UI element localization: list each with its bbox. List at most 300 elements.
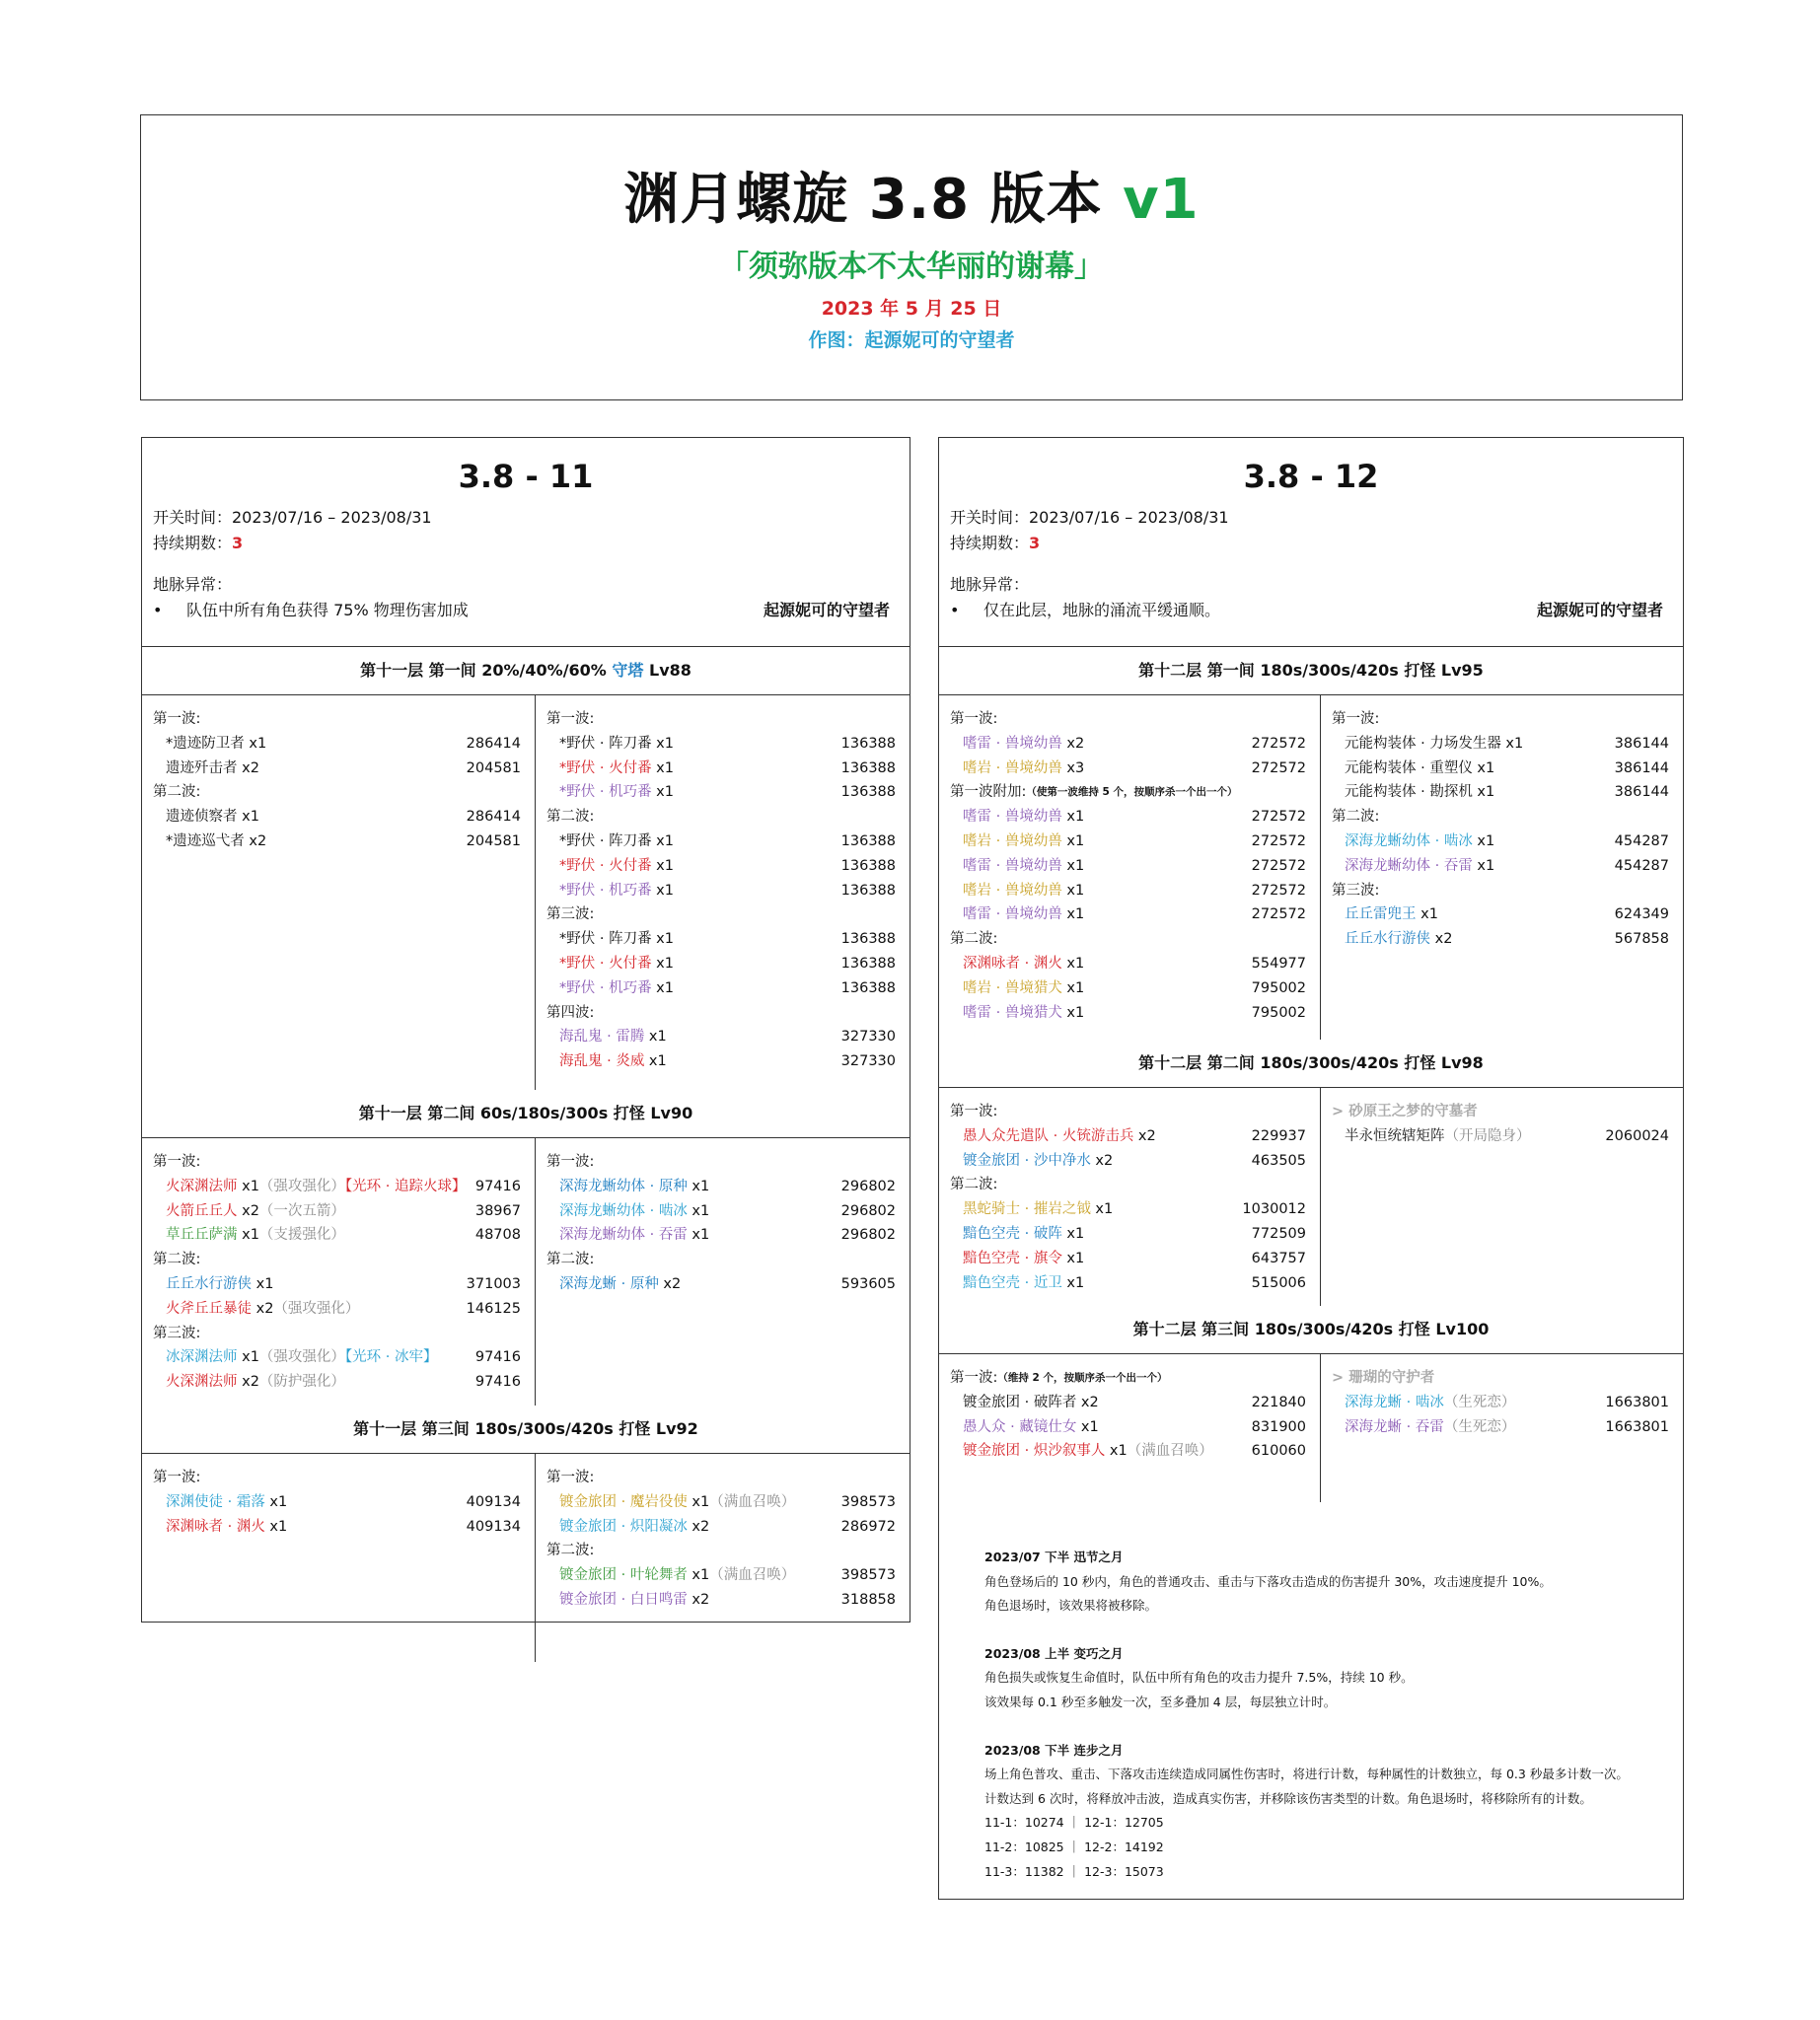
enemy-count: x1	[1472, 857, 1495, 874]
enemy-name	[546, 732, 674, 757]
enemy-label: 深海龙蜥 · 原种	[559, 1275, 659, 1292]
wave-label	[1332, 805, 1672, 830]
enemy-count: x1	[1061, 882, 1085, 899]
ley-item: • 仅在此层，地脉的涌流平缓通顺。	[950, 601, 1221, 619]
enemy-name	[1332, 1415, 1515, 1440]
enemy-name	[546, 927, 674, 952]
enemy-row	[153, 1175, 524, 1199]
enemy-hp: 1663801	[1605, 1418, 1669, 1435]
enemy-row	[153, 1515, 524, 1540]
enemy-count: x1	[1061, 1004, 1085, 1021]
enemy-note: （强攻强化）	[258, 1178, 345, 1194]
enemy-hp: 296802	[840, 1227, 896, 1244]
category-text: > 珊瑚的守护者	[1332, 1370, 1435, 1386]
wave-label	[1332, 879, 1672, 903]
enemy-hp: 327330	[840, 1053, 896, 1070]
wave-text: 第二波:	[153, 1252, 201, 1268]
enemy-hp: 371003	[466, 1275, 521, 1292]
enemy-row	[950, 879, 1309, 903]
chamber-title: 第十二层 第二间 180s/300s/420s 打怪 Lv98	[1138, 1053, 1484, 1072]
enemy-label: 火深渊法师	[166, 1178, 238, 1194]
enemy-row	[950, 1415, 1309, 1440]
enemy-row	[546, 927, 899, 952]
enemy-name	[950, 1197, 1113, 1222]
enemy-row	[153, 1199, 524, 1224]
enemy-row	[1332, 830, 1672, 854]
wave-label	[153, 1322, 524, 1346]
enemy-hp: 272572	[1251, 857, 1306, 874]
enemy-label: 嗜雷 · 兽境幼兽	[963, 809, 1062, 826]
enemy-count: x1	[1090, 1201, 1114, 1218]
enemy-hp: 136388	[840, 955, 896, 972]
wave-label	[950, 1100, 1309, 1124]
ley-label: 地脉异常：	[950, 575, 1030, 594]
enemy-hp: 229937	[1251, 1127, 1306, 1144]
enemy-note: （满血召唤）	[709, 1567, 796, 1584]
enemy-name	[950, 1391, 1099, 1415]
enemy-hp: 398573	[840, 1493, 896, 1510]
chamber-title: 第十一层 第二间 60s/180s/300s 打怪 Lv90	[358, 1104, 693, 1122]
spacer	[984, 1715, 1683, 1739]
enemy-label: 丘丘水行游侠	[1345, 931, 1430, 948]
blessing-line: 计数达到 6 次时，将释放冲击波，造成真实伤害，并移除该伤害类型的计数。角色退场时，将移除所有的计数。	[984, 1790, 1592, 1806]
wave-label	[153, 780, 524, 805]
floor-12-panel	[938, 437, 1684, 1900]
enemy-name	[153, 1345, 438, 1370]
enemy-label: *野伏 · 火付番	[559, 759, 652, 776]
wave-text: 第二波:	[1332, 809, 1380, 826]
enemy-hp: 136388	[840, 882, 896, 899]
enemy-note: （满血召唤）	[709, 1493, 796, 1510]
wave-text: 第一波:	[950, 711, 998, 727]
enemy-count: x1	[1500, 735, 1524, 752]
category-label	[1332, 1366, 1672, 1391]
wave-label	[153, 1150, 524, 1175]
blessing-line: 11-2：10825 ｜ 12-2：14192	[984, 1839, 1164, 1854]
enemy-row	[1332, 927, 1672, 952]
wave-label	[153, 1466, 524, 1490]
enemy-count: x1	[651, 931, 674, 948]
enemy-count: x1	[1472, 832, 1495, 849]
enemy-hp: 386144	[1614, 735, 1669, 752]
wave-label	[950, 927, 1309, 952]
duration-line: 持续期数：3	[153, 534, 244, 552]
enemy-name	[546, 1272, 681, 1297]
enemy-hp: 296802	[840, 1178, 896, 1194]
subtitle: 「须弥版本不太华丽的谢幕」	[719, 250, 1104, 284]
enemy-count: x2	[687, 1591, 710, 1608]
enemy-name	[546, 879, 674, 903]
enemy-count: x2	[237, 1202, 259, 1219]
enemy-label: 遗迹侦察者	[166, 809, 238, 826]
enemy-hp: 567858	[1614, 931, 1669, 948]
enemy-count: x1	[1061, 832, 1085, 849]
enemy-name	[546, 1199, 709, 1224]
enemy-label: 丘丘雷兜王	[1345, 906, 1417, 923]
enemy-name	[950, 1271, 1084, 1296]
enemy-name	[546, 854, 674, 879]
wave-text: 第一波:	[1332, 711, 1380, 727]
category-label	[1332, 1100, 1672, 1124]
enemy-hp: 386144	[1614, 759, 1669, 776]
floor-11-panel	[141, 437, 910, 1623]
enemy-row	[950, 1391, 1309, 1415]
open-time: 开关时间：2023/07/16 – 2023/08/31	[950, 508, 1229, 527]
chamber-body	[142, 1454, 910, 1662]
chamber-body	[939, 1088, 1683, 1306]
enemy-hp: 454287	[1614, 832, 1669, 849]
enemy-row	[1332, 902, 1672, 927]
enemy-hp: 1030012	[1242, 1201, 1306, 1218]
enemy-count: x1	[651, 979, 674, 996]
enemy-count: x1	[237, 1178, 259, 1194]
wave-text: 第二波:	[153, 784, 201, 801]
enemy-hp: 318858	[840, 1591, 896, 1608]
wave-label	[1332, 707, 1672, 732]
enemy-name	[1332, 927, 1452, 952]
enemy-label: 丘丘水行游侠	[166, 1275, 252, 1292]
enemy-name	[153, 830, 266, 854]
enemy-label: 冰深渊法师	[166, 1349, 238, 1366]
enemy-label: 嗜雷 · 兽境幼兽	[963, 906, 1062, 923]
enemy-row	[950, 854, 1309, 879]
enemy-count: x2	[252, 1300, 274, 1317]
wave-text: 第二波:	[546, 1543, 595, 1559]
enemy-count: x1	[237, 1349, 259, 1366]
enemy-hp: 624349	[1614, 906, 1669, 923]
chamber-header	[939, 1306, 1683, 1354]
enemy-label: 愚人众先遣队 · 火铳游击兵	[963, 1127, 1134, 1144]
enemy-row	[950, 830, 1309, 854]
enemy-name	[153, 1223, 345, 1248]
enemy-row	[950, 902, 1309, 927]
enemy-name	[1332, 780, 1494, 805]
enemy-count: x1	[1061, 979, 1085, 996]
blessing-title: 2023/07 下半 迅节之月	[984, 1550, 1124, 1564]
enemy-label: 深海龙蜥幼体 · 原种	[559, 1178, 688, 1194]
enemy-name	[1332, 830, 1494, 854]
blessing-line: 场上角色普攻、重击、下落攻击连续造成同属性伤害时，将进行计数，每种属性的计数独立，每 0.3 秒最多计数一次。	[984, 1767, 1629, 1782]
enemy-count: x2	[658, 1275, 682, 1292]
enemy-name	[153, 1370, 345, 1395]
enemy-label: *野伏 · 阵刀番	[559, 735, 652, 752]
enemy-count: x1	[264, 1518, 288, 1535]
enemy-name	[546, 1025, 667, 1049]
enemy-name	[950, 732, 1084, 757]
enemy-hp: 296802	[840, 1202, 896, 1219]
enemy-hp: 286972	[840, 1518, 896, 1535]
enemy-label: *野伏 · 阵刀番	[559, 832, 652, 849]
enemy-hp: 97416	[474, 1349, 521, 1366]
enemy-label: 嗜岩 · 兽境幼兽	[963, 832, 1062, 849]
wave-label	[546, 902, 899, 927]
enemy-label: *野伏 · 阵刀番	[559, 931, 652, 948]
duration-line: 持续期数：3	[950, 534, 1041, 552]
enemy-hp: 97416	[474, 1374, 521, 1391]
enemy-row	[1332, 1391, 1672, 1415]
wave-text: 第三波:	[1332, 882, 1380, 899]
enemy-row	[546, 780, 899, 805]
chamber-list	[939, 646, 1683, 1502]
blessing-title: 2023/08 上半 变巧之月	[984, 1645, 1124, 1661]
enemy-label: 半永恒统辖矩阵	[1345, 1127, 1445, 1144]
enemy-count: x2	[237, 1374, 259, 1391]
enemy-label: 深渊使徒 · 霜落	[166, 1493, 265, 1510]
enemy-note: （开局隐身）	[1444, 1127, 1531, 1144]
enemy-label: 深海龙蜥幼体 · 吞雷	[1345, 857, 1473, 874]
enemy-label: 深海龙蜥幼体 · 吞雷	[559, 1227, 688, 1244]
enemy-label: 嗜岩 · 兽境猎犬	[963, 979, 1062, 996]
enemy-label: 黯色空壳 · 旗令	[963, 1250, 1062, 1266]
enemy-name	[950, 854, 1084, 879]
enemy-count: x2	[1061, 735, 1085, 752]
enemy-hp: 272572	[1251, 906, 1306, 923]
chamber-title: 第十一层 第三间 180s/300s/420s 打怪 Lv92	[353, 1419, 698, 1438]
chamber-body	[142, 1138, 910, 1406]
left-half	[142, 1454, 535, 1662]
wave-text: 第一波:	[546, 711, 595, 727]
enemy-name	[950, 1001, 1084, 1026]
enemy-count: x2	[1430, 931, 1453, 948]
enemy-name	[153, 805, 259, 830]
enemy-hp: 204581	[466, 759, 521, 776]
enemy-count: x1	[237, 809, 259, 826]
chamber-header	[939, 646, 1683, 695]
wave-note: （使第一波维持 5 个，按顺序杀一个出一个）	[1026, 786, 1238, 799]
chamber-mode-tag: 守塔	[612, 661, 644, 680]
enemy-count: x1	[1061, 1225, 1085, 1242]
enemy-name	[950, 1439, 1213, 1464]
enemy-row	[153, 830, 524, 854]
left-half	[142, 1138, 535, 1406]
enemy-count: x1	[1416, 906, 1438, 923]
chamber-header	[142, 646, 910, 695]
wave-text: 第四波:	[546, 1004, 595, 1021]
enemy-row	[546, 1272, 899, 1297]
left-half	[939, 1088, 1320, 1306]
signature: 起源妮可的守望者	[763, 601, 890, 619]
enemy-hp: 409134	[466, 1493, 521, 1510]
enemy-hp: 136388	[840, 784, 896, 801]
right-half	[535, 1138, 910, 1406]
enemy-row	[1332, 1124, 1672, 1149]
enemy-hp: 386144	[1614, 784, 1669, 801]
enemy-hp: 146125	[466, 1300, 521, 1317]
enemy-label: 深渊咏者 · 渊火	[963, 955, 1062, 972]
enemy-count: x1	[651, 735, 674, 752]
enemy-name	[546, 1588, 709, 1613]
enemy-hp: 772509	[1251, 1225, 1306, 1242]
blessing-list	[939, 1502, 1683, 1884]
enemy-name	[1332, 757, 1494, 781]
enemy-hp: 1663801	[1605, 1394, 1669, 1410]
enemy-name	[153, 1490, 287, 1515]
chamber-title: 第十二层 第三间 180s/300s/420s 打怪 Lv100	[1132, 1320, 1490, 1338]
wave-label	[153, 707, 524, 732]
header-panel	[140, 114, 1683, 400]
enemy-name	[1332, 732, 1523, 757]
page-title: 渊月螺旋 3.8 版本 v1	[623, 168, 1200, 232]
enemy-count: x1	[1061, 1274, 1085, 1291]
enemy-name	[153, 1297, 359, 1322]
enemy-label: 镀金旅团 · 白日鸣雷	[559, 1591, 688, 1608]
enemy-note: （生死恋）	[1443, 1394, 1516, 1410]
enemy-name	[1332, 1391, 1515, 1415]
enemy-row	[1332, 757, 1672, 781]
enemy-row	[546, 1049, 899, 1074]
enemy-note: （一次五箭）	[258, 1202, 345, 1219]
enemy-hp: 272572	[1251, 882, 1306, 899]
enemy-label: 嗜雷 · 兽境幼兽	[963, 857, 1062, 874]
enemy-row	[1332, 780, 1672, 805]
wave-note: （维持 2 个，按顺序杀一个出一个）	[997, 1372, 1168, 1384]
enemy-label: 嗜雷 · 兽境幼兽	[963, 735, 1062, 752]
enemy-name	[546, 780, 674, 805]
enemy-name	[950, 830, 1084, 854]
enemy-name	[950, 1415, 1099, 1440]
enemy-label: 海乱鬼 · 炎威	[559, 1053, 645, 1070]
wave-label	[546, 1150, 899, 1175]
enemy-name	[546, 1490, 795, 1515]
enemy-name	[1332, 1124, 1531, 1149]
enemy-label: 草丘丘萨满	[166, 1227, 238, 1244]
enemy-hp: 286414	[466, 809, 521, 826]
enemy-row	[153, 805, 524, 830]
enemy-row	[546, 1563, 899, 1588]
enemy-row	[153, 1345, 524, 1370]
enemy-name	[1332, 902, 1438, 927]
enemy-count: x1	[687, 1493, 710, 1510]
enemy-label: *野伏 · 火付番	[559, 955, 652, 972]
enemy-label: 愚人众 · 藏镜仕女	[963, 1418, 1077, 1435]
right-half	[1320, 1354, 1683, 1502]
enemy-row	[950, 1149, 1309, 1174]
enemy-hp: 454287	[1614, 857, 1669, 874]
wave-text: 第一波:	[153, 711, 201, 727]
enemy-label: 嗜雷 · 兽境猎犬	[963, 1004, 1062, 1021]
wave-label	[546, 707, 899, 732]
chamber-body	[142, 695, 910, 1090]
enemy-row	[153, 732, 524, 757]
enemy-row	[950, 1247, 1309, 1271]
enemy-hp: 327330	[840, 1029, 896, 1046]
right-half	[535, 695, 910, 1090]
left-half	[939, 695, 1320, 1040]
spacer	[984, 1619, 1683, 1642]
enemy-hp: 221840	[1251, 1394, 1306, 1410]
enemy-name	[950, 1124, 1156, 1149]
enemy-name	[950, 1149, 1113, 1174]
right-half	[535, 1454, 910, 1662]
wave-label	[546, 1466, 899, 1490]
enemy-hp: 795002	[1251, 1004, 1306, 1021]
blessing-line: 角色退场时，该效果将被移除。	[984, 1598, 1158, 1614]
enemy-row	[153, 1272, 524, 1297]
enemy-row	[1332, 732, 1672, 757]
enemy-hp: 136388	[840, 735, 896, 752]
enemy-count: x1	[644, 1053, 667, 1070]
enemy-count: x1	[1061, 1250, 1085, 1266]
enemy-row	[950, 1001, 1309, 1026]
enemy-row	[1332, 1415, 1672, 1440]
enemy-count: x1	[1061, 955, 1085, 972]
enemy-row	[546, 732, 899, 757]
enemy-count: x1	[1061, 906, 1085, 923]
enemy-count: x2	[237, 759, 259, 776]
enemy-row	[950, 1271, 1309, 1296]
enemy-count: x2	[1133, 1127, 1156, 1144]
enemy-count: x3	[1061, 759, 1085, 776]
wave-text: 第二波:	[950, 1177, 998, 1193]
enemy-count: x1	[1472, 784, 1495, 801]
enemy-count: x1	[1105, 1443, 1128, 1460]
enemy-name	[950, 757, 1084, 781]
enemy-count: x1	[651, 784, 674, 801]
enemy-name	[546, 952, 674, 976]
enemy-name	[546, 830, 674, 854]
enemy-hp: 398573	[840, 1567, 896, 1584]
enemy-note: （满血召唤）	[1127, 1443, 1213, 1460]
enemy-label: 镀金旅团 · 叶轮舞者	[559, 1567, 688, 1584]
wave-text: 第一波:	[546, 1154, 595, 1170]
enemy-note: （生死恋）	[1443, 1418, 1516, 1435]
enemy-row	[546, 976, 899, 1001]
enemy-name	[153, 1175, 467, 1199]
enemy-count: x1	[687, 1202, 710, 1219]
enemy-hp: 463505	[1251, 1152, 1306, 1169]
enemy-label: 黑蛇骑士 · 摧岩之钺	[963, 1201, 1091, 1218]
enemy-hp: 2060024	[1605, 1127, 1669, 1144]
enemy-count: x1	[237, 1227, 259, 1244]
chamber-header	[142, 1406, 910, 1454]
floor-title: 3.8 - 12	[1243, 458, 1379, 495]
wave-label	[950, 707, 1309, 732]
enemy-hp: 286414	[466, 735, 521, 752]
wave-label	[950, 1366, 1309, 1391]
wave-text: 第二波:	[546, 1252, 595, 1268]
enemy-name	[546, 1175, 709, 1199]
wave-text: 第一波:	[950, 1370, 998, 1386]
chamber-level: Lv88	[643, 661, 692, 680]
enemy-row	[546, 1490, 899, 1515]
enemy-row	[546, 830, 899, 854]
enemy-count: x1	[651, 882, 674, 899]
left-half	[142, 695, 535, 1090]
wave-label	[546, 805, 899, 830]
category-text: > 砂原王之梦的守墓者	[1332, 1104, 1478, 1119]
enemy-hp: 136388	[840, 832, 896, 849]
wave-text: 第一波:	[546, 1470, 595, 1485]
wave-label	[546, 1001, 899, 1026]
blessing-line: 11-1：10274 ｜ 12-1：12705	[984, 1815, 1164, 1831]
enemy-count: x1	[651, 857, 674, 874]
enemy-label: 镀金旅团 · 炽阳凝冰	[559, 1518, 688, 1535]
enemy-note: （强攻强化）	[258, 1349, 345, 1366]
enemy-label: 嗜岩 · 兽境幼兽	[963, 759, 1062, 776]
enemy-label: *遗迹防卫者	[166, 735, 245, 752]
enemy-count: x1	[687, 1227, 710, 1244]
enemy-label: 黯色空壳 · 破阵	[963, 1225, 1062, 1242]
enemy-name	[950, 879, 1084, 903]
left-half	[939, 1354, 1320, 1502]
enemy-name	[950, 902, 1084, 927]
chamber-body	[939, 695, 1683, 1040]
enemy-label: 深海龙蜥幼体 · 啮冰	[1345, 832, 1473, 849]
enemy-name	[950, 1247, 1084, 1271]
enemy-row	[950, 976, 1309, 1001]
enemy-row	[546, 1515, 899, 1540]
enemy-count: x1	[687, 1178, 710, 1194]
